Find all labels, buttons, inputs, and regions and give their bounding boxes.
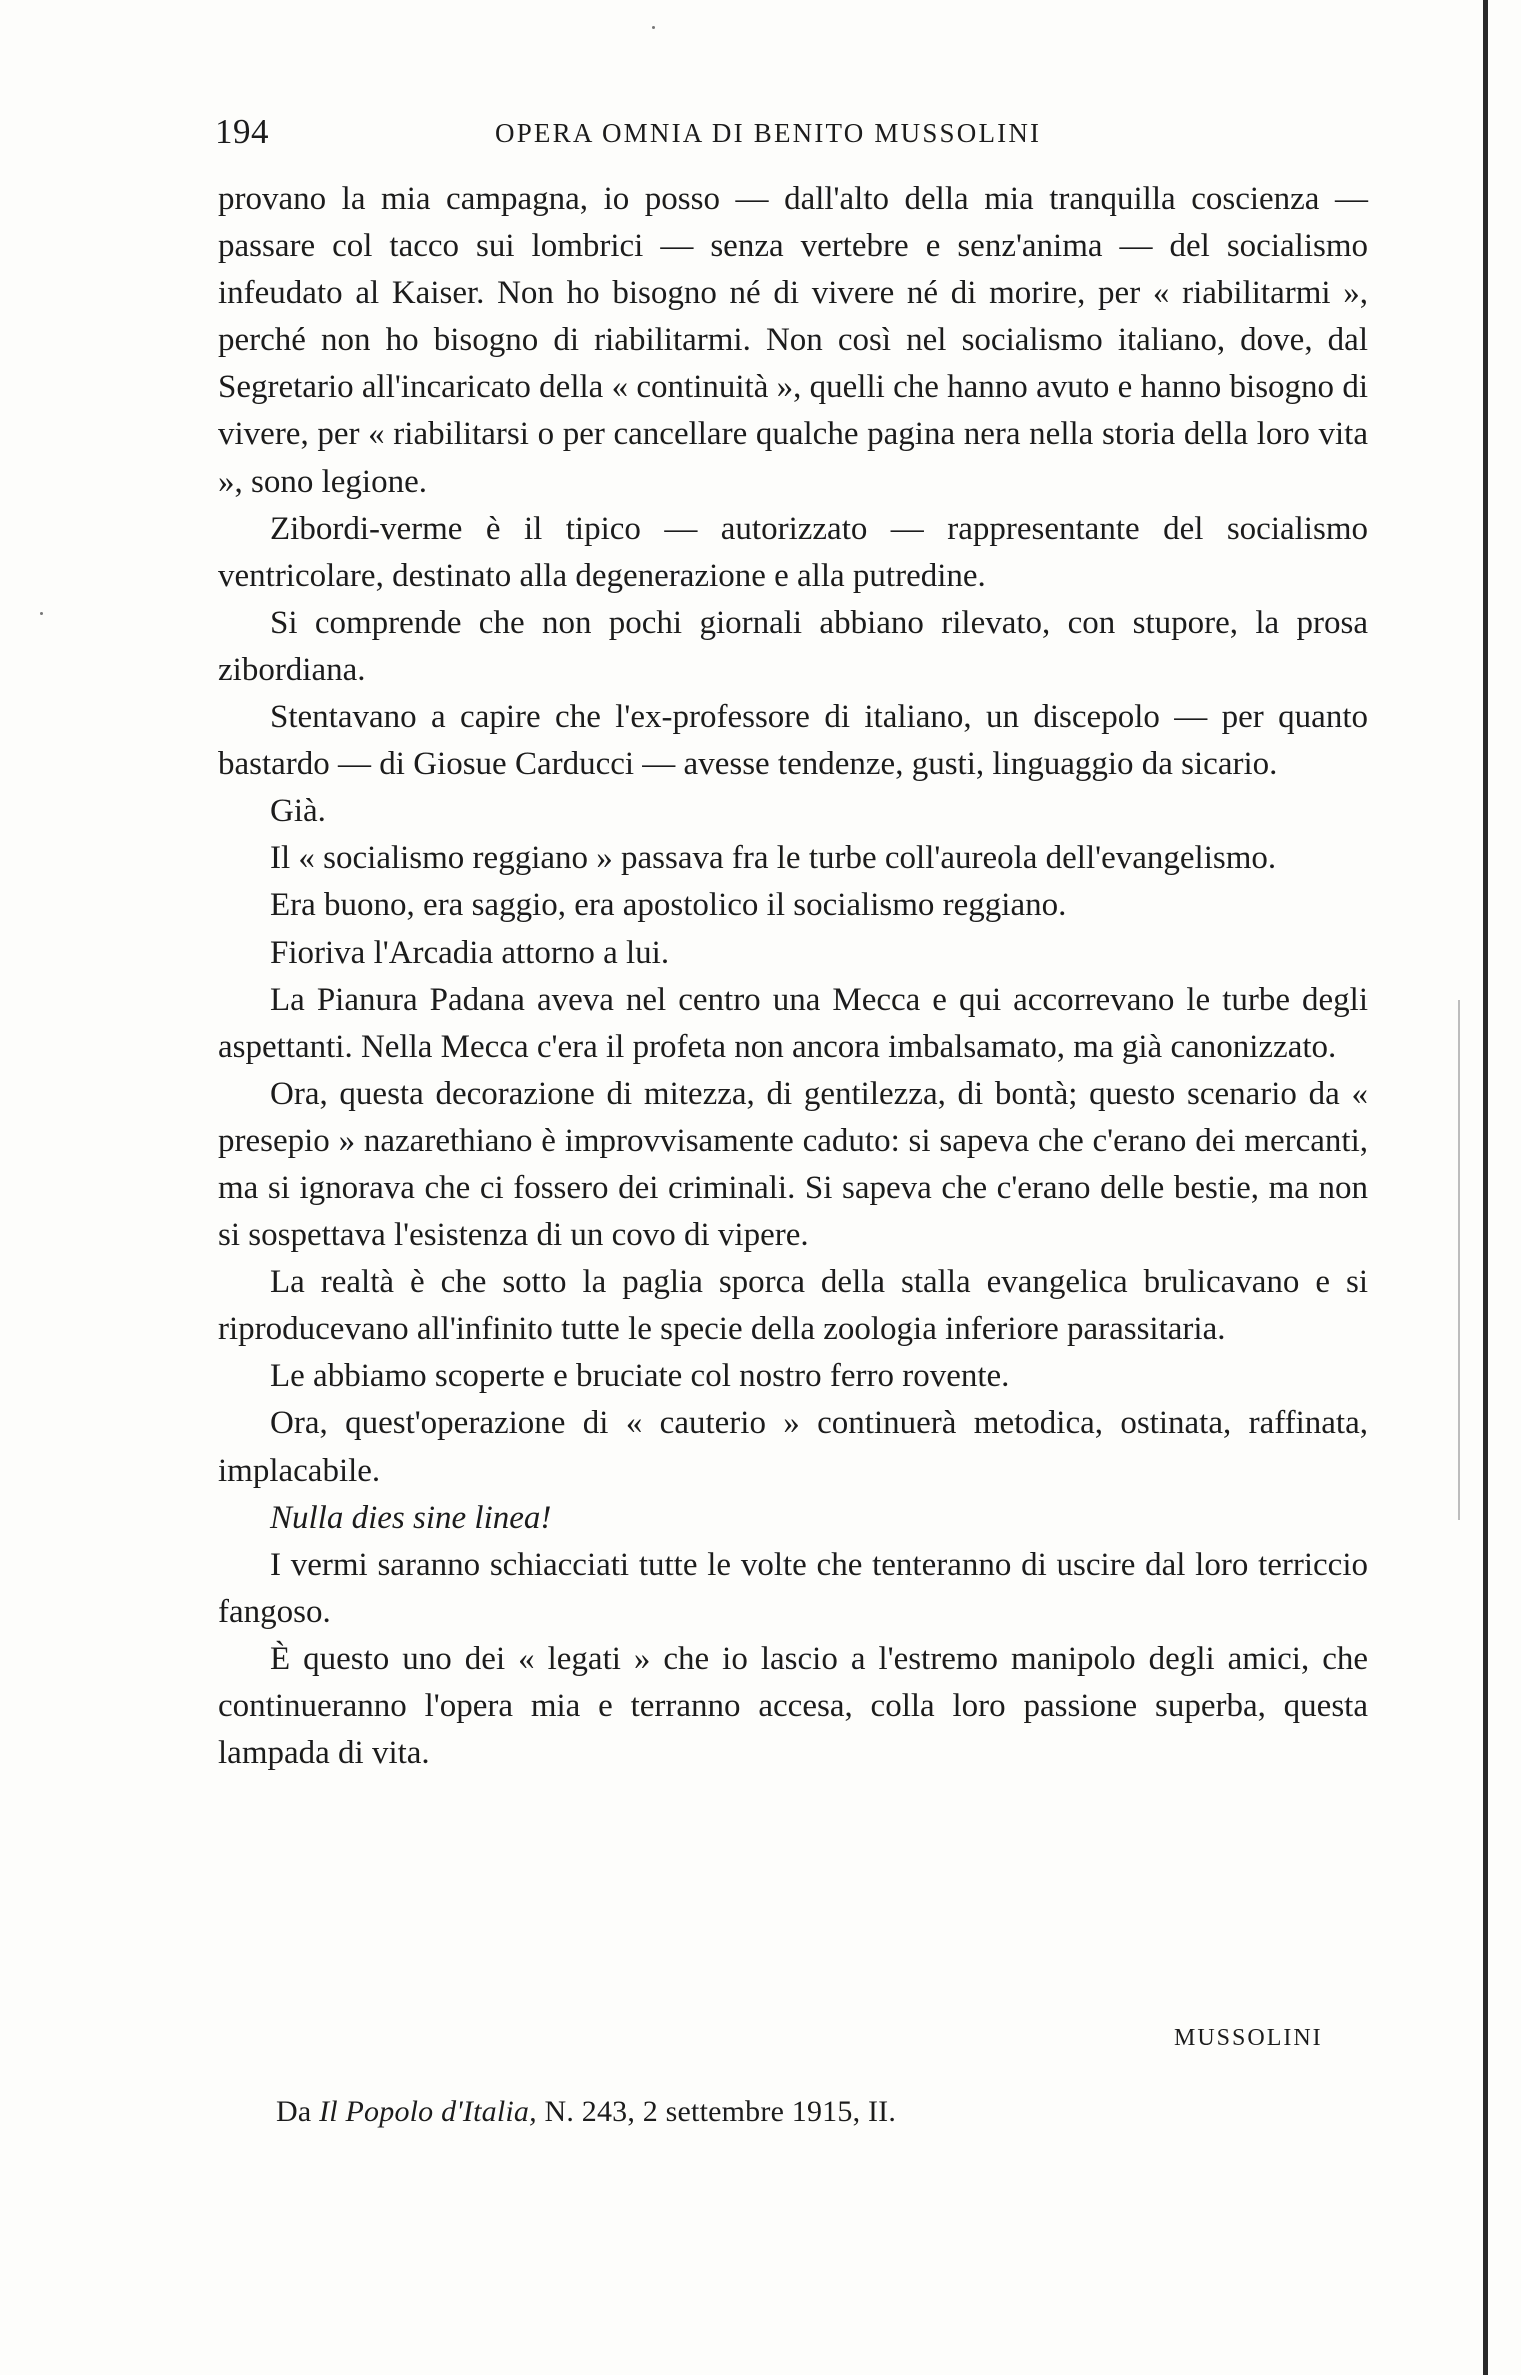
paragraph: La Pianura Padana aveva nel centro una Mecca e qui accorrevano le turbe degli aspettanti. Nella Mecca c'era il profeta non ancora imbalsamato, ma già canonizzato. <box>218 981 1368 1065</box>
paragraph: Già. <box>270 793 326 830</box>
author-signature: MUSSOLINI <box>1174 2025 1323 2051</box>
paragraph: Si comprende che non pochi giornali abbiano rilevato, con stupore, la prosa zibordiana. <box>218 604 1368 688</box>
page-header <box>215 112 1345 162</box>
paragraph: È questo uno dei « legati » che io lascio a l'estremo manipolo degli amici, che continueranno l'opera mia e terranno accesa, colla loro passione superba, questa lampada di vita. <box>218 1640 1368 1772</box>
source-citation <box>276 2095 896 2129</box>
paragraph: Fioriva l'Arcadia attorno a lui. <box>270 934 670 971</box>
paragraph: Stentavano a capire che l'ex-professore di italiano, un discepolo — per quanto bastardo — di Giosue Carducci — avesse tendenze, gusti, linguaggio da sicario. <box>218 699 1368 783</box>
source-details: N. 243, 2 settembre 1915, II. <box>544 2095 897 2128</box>
scan-speck <box>40 612 43 615</box>
paragraph: Zibordi-verme è il tipico — autorizzato — rappresentante del socialismo ventricolare, destinato alla degenerazione e alla putredine. <box>218 510 1368 594</box>
page-number: 194 <box>215 112 269 151</box>
paragraph: Le abbiamo scoperte e bruciate col nostro ferro rovente. <box>270 1358 1010 1395</box>
source-prefix: Da <box>276 2095 312 2128</box>
paragraph: Ora, quest'operazione di « cauterio » continuerà metodica, ostinata, raffinata, implacabile. <box>218 1405 1368 1489</box>
paragraph: Il « socialismo reggiano » passava fra le turbe coll'aureola dell'evangelismo. <box>270 840 1277 877</box>
paragraph: provano la mia campagna, io posso — dall'alto della mia tranquilla coscienza — passare col tacco sui lombrici — senza vertebre e senz'anima — del socialismo infeudato al Kaiser. Non ho bisogno né di vivere né di morire, per « riabilitarmi », perché non ho bisogno di riabilitarmi. Non così nel socialismo italiano, dove, dal Segretario all'incaricato della « continuità », quelli che hanno avuto e hanno bisogno di vivere, per « riabilitarsi o per cancellare qualche pagina nera nella storia della loro vita », sono legione. <box>218 181 1368 500</box>
body-text <box>218 176 1368 1777</box>
source-title: Il Popolo d'Italia, <box>319 2095 537 2128</box>
running-head: OPERA OMNIA DI BENITO MUSSOLINI <box>495 118 1042 148</box>
paragraph: Era buono, era saggio, era apostolico il socialismo reggiano. <box>270 887 1067 924</box>
scan-edge-shadow <box>1458 1000 1460 1520</box>
latin-motto: Nulla dies sine linea! <box>270 1499 552 1536</box>
paragraph: La realtà è che sotto la paglia sporca della stalla evangelica brulicavano e si riproducevano all'infinito tutte le specie della zoologia inferiore parassitaria. <box>218 1264 1368 1348</box>
paragraph: Ora, questa decorazione di mitezza, di gentilezza, di bontà; questo scenario da « presepio » nazarethiano è improvvisamente caduto: si sapeva che c'erano dei mercanti, ma si ignorava che ci fossero dei criminali. Si sapeva che c'erano delle bestie, ma non si sospettava l'esistenza di un covo di vipere. <box>218 1075 1368 1254</box>
paragraph: I vermi saranno schiacciati tutte le volte che tenteranno di uscire dal loro terriccio fangoso. <box>218 1546 1368 1630</box>
scan-edge-line <box>1483 0 1488 2375</box>
scan-speck <box>652 26 655 29</box>
